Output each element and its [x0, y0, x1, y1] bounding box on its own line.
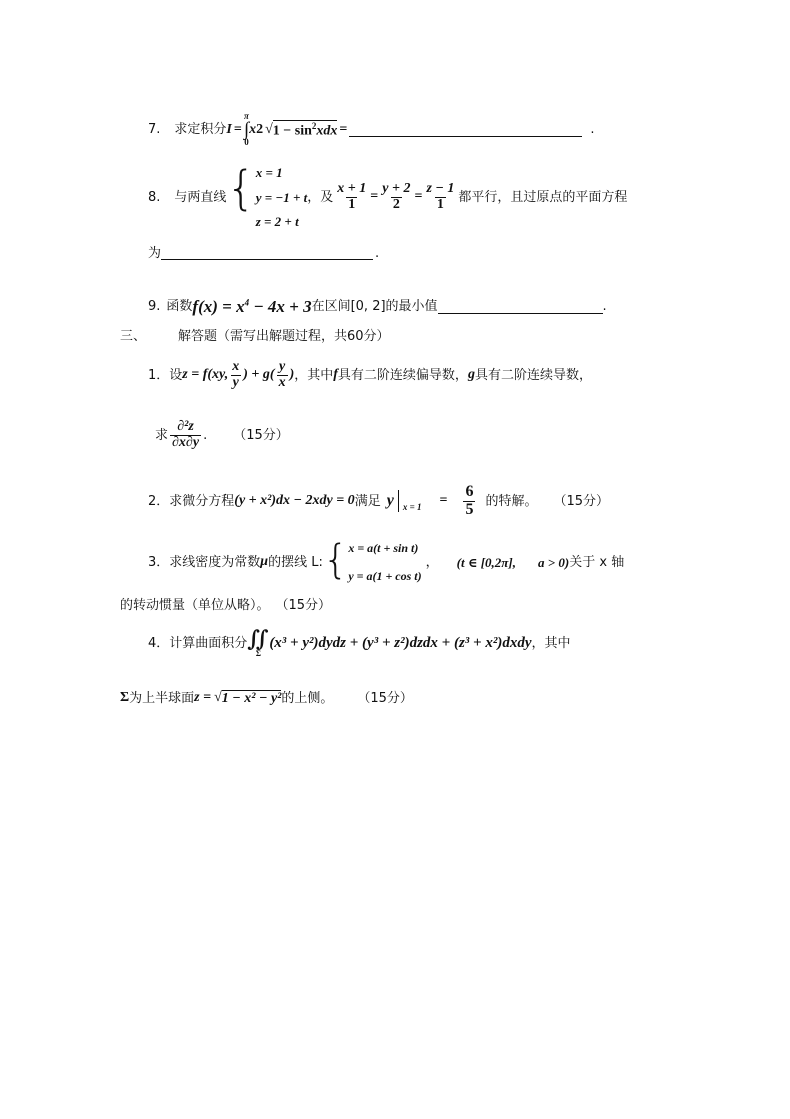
- equation: x = a(t + sin t): [348, 541, 419, 555]
- question-text: 求定积分: [174, 122, 227, 138]
- period: .: [375, 245, 380, 261]
- numerator: y: [278, 359, 286, 374]
- expression: ): [289, 367, 295, 383]
- symbol-g: g: [467, 367, 475, 383]
- score-label: （15分）: [357, 690, 413, 706]
- initial-condition: x = 1: [402, 501, 422, 512]
- sin-exponent: 2: [311, 121, 317, 132]
- numerator: x + 1: [337, 180, 367, 196]
- equation: y = −1 + t: [255, 189, 308, 205]
- function-lhs: f(x) = x: [192, 297, 245, 316]
- problem-text: 的转动惯量（单位从略）。: [120, 598, 270, 613]
- problem-text: 为上半球面: [129, 690, 195, 706]
- problem-3-continued: [120, 599, 331, 612]
- numerator: x: [232, 359, 240, 374]
- problem-text: 关于 x 轴: [569, 554, 625, 570]
- problem-text: 计算曲面积分: [169, 635, 248, 651]
- question-8-continued: [148, 246, 379, 260]
- partial-derivative: [170, 420, 201, 450]
- exponent: 4: [244, 297, 250, 308]
- numerator: 6: [465, 483, 474, 500]
- question-text: 在区间[0, 2]的最小值: [311, 299, 438, 314]
- denominator: 2: [392, 196, 400, 212]
- problem-4-continued: [120, 690, 413, 706]
- equation: x = 1: [255, 165, 283, 180]
- question-9: [148, 298, 607, 315]
- surface-integral: [247, 628, 269, 658]
- section-heading: [120, 330, 390, 343]
- equals: =: [439, 493, 448, 509]
- system-brace: {: [322, 537, 349, 583]
- denominator: 1: [348, 196, 356, 212]
- problem-text: 具有二阶连续偏导数，: [337, 367, 468, 383]
- evaluation-bar: [398, 490, 399, 512]
- expression: z = f(xy,: [182, 367, 229, 383]
- system-brace: {: [226, 161, 256, 215]
- denominator: 1: [436, 196, 444, 212]
- problem-text: 的上侧。: [281, 690, 334, 706]
- fraction: [463, 484, 475, 519]
- question-text: 与两直线: [174, 189, 227, 205]
- integral-domain: Σ: [255, 649, 261, 658]
- question-8: [148, 161, 628, 229]
- equals: =: [339, 121, 348, 137]
- fraction: [380, 182, 412, 212]
- denominator: ∂x∂y: [172, 434, 200, 450]
- numerator: y + 2: [382, 180, 411, 196]
- problem-text: 求微分方程: [169, 493, 235, 509]
- problem-text: 求线密度为常数: [169, 554, 261, 570]
- question-text: ，及: [307, 189, 334, 205]
- sqrt-content: [273, 120, 338, 139]
- sqrt-symbol: √: [214, 690, 222, 705]
- fraction: [277, 360, 288, 390]
- section-title: 解答题（需写出解题过程，共60分）: [178, 329, 390, 344]
- problem-number: 1．: [148, 367, 170, 383]
- function-rest: − 4x + 3: [249, 297, 312, 316]
- question-7: [148, 112, 595, 147]
- exponent: 2: [256, 121, 264, 137]
- line-system: [256, 166, 308, 228]
- numerator: z − 1: [426, 180, 455, 196]
- equals: =: [233, 121, 242, 137]
- denominator: x: [278, 374, 286, 390]
- question-text: 都平行，且过原点的平面方程: [458, 189, 628, 205]
- denominator: 5: [465, 500, 474, 518]
- integral-upper-limit: π: [244, 111, 249, 121]
- question-number: 9.: [148, 299, 161, 314]
- problem-text: 的摆线 L:: [268, 554, 323, 570]
- integral-lower-limit: 0: [244, 137, 249, 148]
- fraction: [230, 360, 241, 390]
- expression: ) + g(: [243, 367, 275, 383]
- period: .: [602, 299, 607, 314]
- equals: =: [414, 189, 423, 204]
- parameter-condition: a > 0): [537, 554, 570, 570]
- problem-2: [148, 484, 609, 519]
- problem-text: 满足: [354, 493, 381, 509]
- question-number: 8.: [148, 189, 161, 205]
- answer-blank[interactable]: [438, 300, 603, 314]
- score-label: （15分）: [275, 598, 332, 613]
- symbol-f: f: [333, 367, 338, 383]
- integral-sign: ∫: [243, 119, 250, 140]
- symbol-sigma: Σ: [120, 690, 130, 705]
- question-text: 函数: [166, 299, 193, 314]
- sqrt-symbol: √: [265, 121, 273, 137]
- parameter-range: (t ∈ [0,2π],: [456, 554, 516, 570]
- score-label: （15分）: [553, 493, 609, 509]
- sqrt-tail: xdx: [316, 123, 338, 139]
- numerator: ∂²z: [177, 419, 194, 434]
- equals: =: [370, 189, 379, 204]
- problem-number: 4．: [148, 635, 170, 651]
- problem-3: [148, 537, 625, 583]
- differential-equation: (y + x²)dx − 2xdy = 0: [234, 493, 355, 509]
- problem-text: ，其中: [294, 367, 334, 383]
- answer-blank[interactable]: [161, 246, 373, 260]
- problem-number: 3．: [148, 554, 170, 570]
- equation: z = 2 + t: [255, 214, 299, 229]
- problem-1: [148, 360, 592, 390]
- problem-text: 的特解。: [485, 493, 538, 509]
- expression: z =: [194, 690, 212, 705]
- integral-symbol-I: I: [226, 121, 232, 137]
- equation: y = a(1 + cos t): [348, 569, 422, 583]
- score-label: （15分）: [233, 427, 289, 443]
- symbol-y: y: [386, 492, 394, 510]
- problem-1-continued: [155, 420, 289, 450]
- problem-text: ，其中: [531, 635, 571, 651]
- problem-number: 2．: [148, 493, 170, 509]
- function-expression: [192, 298, 311, 315]
- answer-blank[interactable]: [349, 123, 582, 137]
- problem-text: 设: [169, 367, 183, 383]
- problem-text: 具有二阶连续导数，: [474, 367, 592, 383]
- integrand-x: x: [249, 121, 257, 137]
- problem-4: [148, 628, 571, 658]
- integrand: (x³ + y²)dydz + (y³ + z²)dzdx + (z³ + x²)dxdy: [269, 634, 532, 651]
- double-integral-sign: ∬: [247, 626, 270, 651]
- comma: ，: [425, 554, 439, 570]
- cycloid-system: [348, 542, 421, 582]
- period: .: [590, 122, 595, 138]
- definite-integral: [244, 112, 249, 147]
- fraction: [424, 182, 456, 212]
- sqrt-content: 1 − x² − y²: [221, 691, 282, 706]
- symbol-mu: μ: [260, 554, 269, 569]
- sqrt-text: 1 − sin: [272, 123, 312, 139]
- section-number: 三、: [120, 329, 147, 344]
- fraction: [335, 182, 368, 212]
- question-text: 为: [148, 245, 162, 261]
- denominator: y: [232, 374, 239, 390]
- problem-text: 求: [155, 427, 169, 443]
- period: .: [203, 427, 208, 443]
- question-number: 7.: [148, 122, 161, 138]
